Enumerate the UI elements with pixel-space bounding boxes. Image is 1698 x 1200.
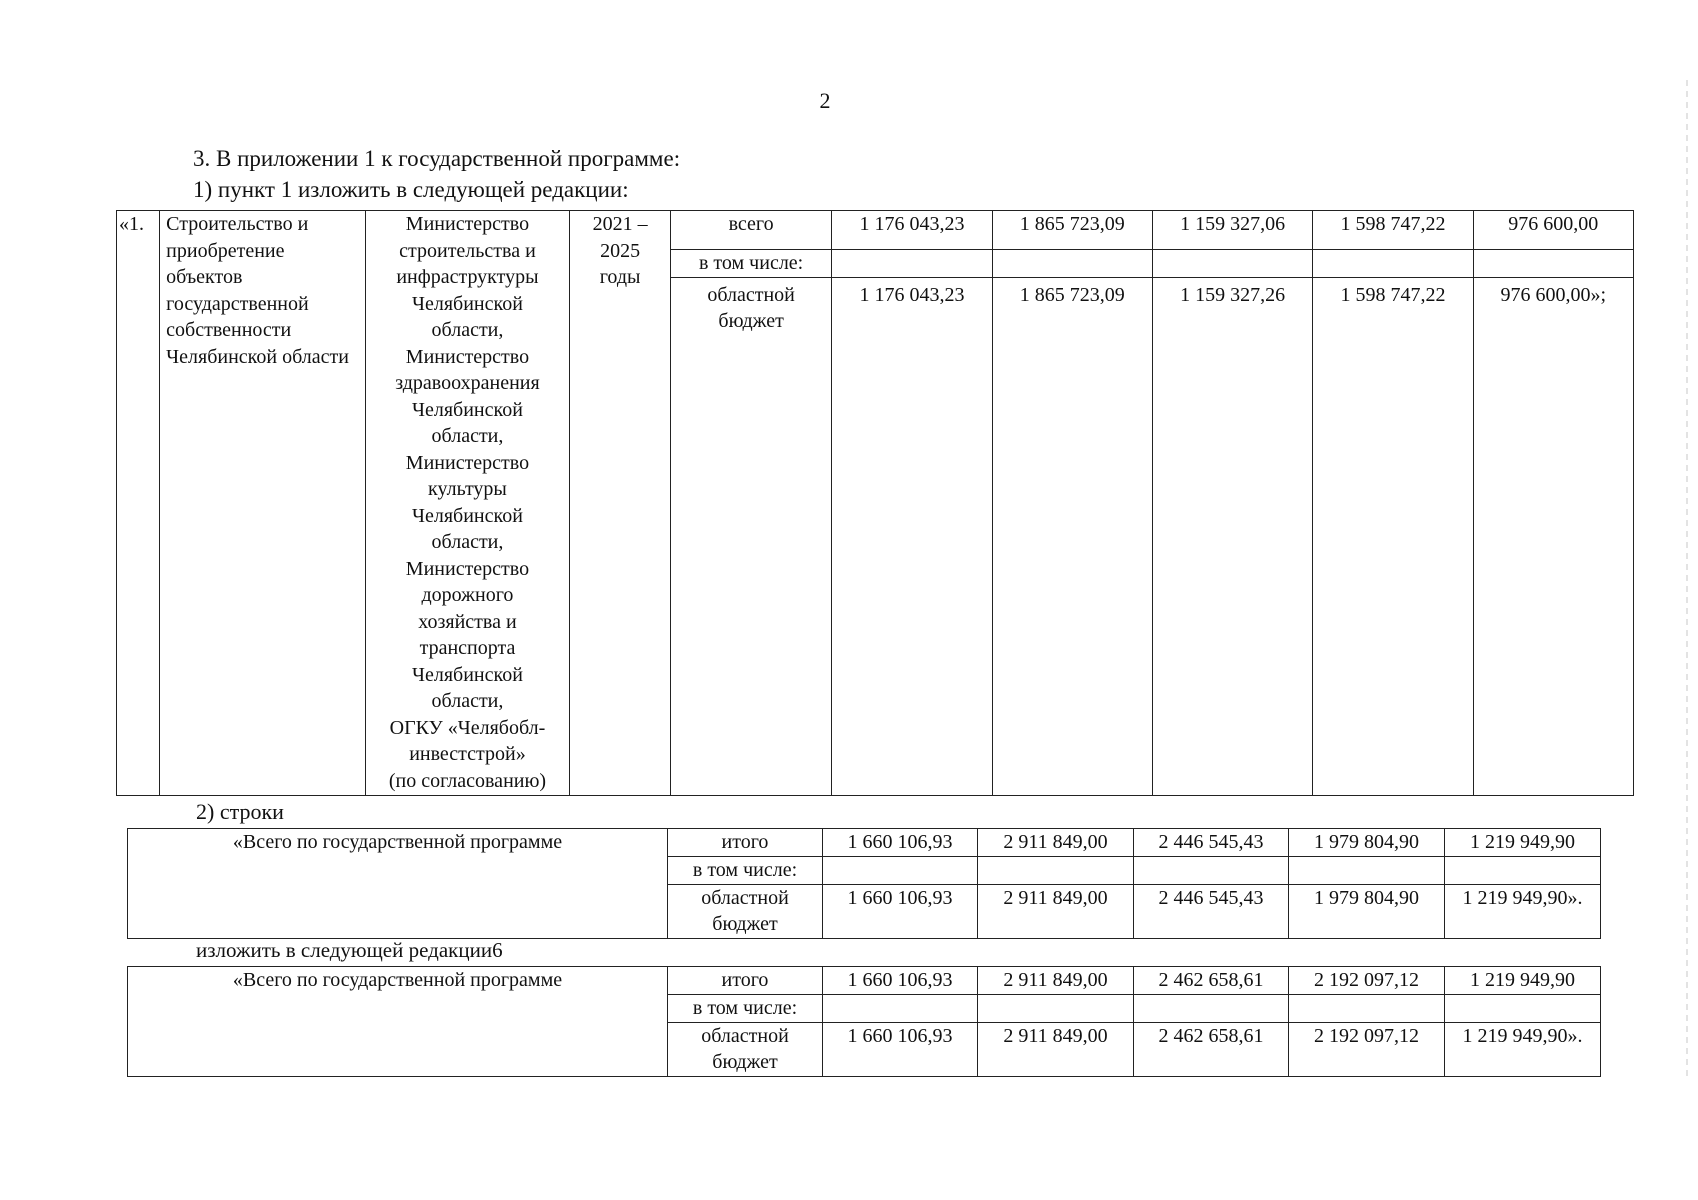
value-cell: 2 911 849,00 [978, 884, 1134, 938]
executor-line: транспорта [419, 637, 516, 659]
table-row [128, 967, 1601, 995]
executor-line: Министерство [405, 557, 530, 580]
value-cell: 1 660 106,93 [823, 829, 978, 857]
summary-label: «Всего по государственной программе [128, 967, 668, 1077]
executor-line: здравоохранения [395, 372, 540, 394]
value-cell [1445, 857, 1601, 885]
value-cell: 2 446 545,43 [1134, 884, 1289, 938]
period-line: 2021 – [592, 213, 648, 235]
caption-strings: 2) строки [196, 799, 284, 824]
executor-line: Министерство [405, 451, 530, 474]
value-cell: 1 598 747,22 [1313, 211, 1473, 250]
executor-line: хозяйства и [418, 610, 517, 633]
item-number: «1. [117, 211, 160, 796]
program-item-table [116, 210, 1634, 796]
new-summary-table [127, 966, 1601, 1077]
page-number: 2 [819, 88, 831, 113]
executor-line: области, [431, 531, 504, 553]
executor-line: области, [431, 690, 504, 712]
value-cell: 1 660 106,93 [823, 967, 978, 995]
row-label-regional-budget: областной бюджет [670, 277, 831, 795]
row-label-total: итого [668, 829, 823, 857]
value-cell: 2 911 849,00 [978, 829, 1134, 857]
row-label-including: в том числе: [668, 995, 823, 1023]
value-cell: 1 219 949,90». [1445, 884, 1601, 938]
table-row [128, 829, 1601, 857]
executor-line: Челябинской [412, 504, 523, 527]
period-line: годы [599, 266, 641, 288]
value-cell: 1 159 327,26 [1152, 277, 1312, 795]
value-cell [978, 857, 1134, 885]
executor-line: ОГКУ «Челябобл- [389, 716, 546, 739]
row-label-regional-budget: областной бюджет [668, 1022, 823, 1076]
value-cell [832, 250, 992, 278]
value-cell: 1 159 327,06 [1152, 211, 1312, 250]
value-cell [1152, 250, 1312, 278]
value-cell: 2 192 097,12 [1289, 967, 1445, 995]
value-cell [1134, 857, 1289, 885]
item-name: Строительство и приобретение объектов государственной собственности Челябинской области [160, 211, 366, 796]
value-cell: 1 660 106,93 [823, 1022, 978, 1076]
caption-new-edition: изложить в следующей редакции6 [196, 938, 503, 962]
value-cell: 1 219 949,90 [1445, 829, 1601, 857]
executor-line: культуры [428, 478, 507, 500]
executor-line: дорожного [421, 584, 514, 606]
executor-line: Челябинской [412, 663, 523, 686]
executor-line: Министерство [405, 213, 530, 235]
executor-line: области, [431, 425, 504, 447]
executor-line: Челябинской [412, 292, 523, 315]
value-cell: 1 176 043,23 [832, 277, 992, 795]
value-cell [978, 995, 1134, 1023]
value-cell: 2 462 658,61 [1134, 1022, 1289, 1076]
value-cell [1473, 250, 1633, 278]
value-cell [1289, 857, 1445, 885]
value-cell: 976 600,00 [1473, 211, 1633, 250]
executor-line: строительства и [399, 239, 536, 262]
value-cell [1445, 995, 1601, 1023]
executor-line: (по согласованию) [388, 769, 547, 792]
value-cell [1134, 995, 1289, 1023]
row-label-total: всего [670, 211, 831, 250]
summary-label: «Всего по государственной программе [128, 829, 668, 939]
value-cell: 1 979 804,90 [1289, 884, 1445, 938]
row-label-regional-budget: областной бюджет [668, 884, 823, 938]
old-summary-table [127, 828, 1601, 939]
value-cell: 2 911 849,00 [978, 967, 1134, 995]
row-label-including: в том числе: [668, 857, 823, 885]
executor-line: инвестстрой» [409, 743, 526, 765]
value-cell [1313, 250, 1473, 278]
executor-line: Министерство [405, 345, 530, 368]
subsection-heading: 1) пункт 1 изложить в следующей редакции: [193, 177, 629, 202]
executor-line: инфраструктуры [396, 266, 539, 288]
period-line: 2025 [600, 239, 641, 262]
value-cell: 1 176 043,23 [832, 211, 992, 250]
value-cell: 1 979 804,90 [1289, 829, 1445, 857]
value-cell: 2 192 097,12 [1289, 1022, 1445, 1076]
item-period [570, 211, 671, 796]
scan-edge-artifact [1686, 80, 1688, 1080]
executor-line: Челябинской [412, 398, 523, 421]
value-cell: 2 911 849,00 [978, 1022, 1134, 1076]
row-label-total: итого [668, 967, 823, 995]
table-row [117, 211, 1634, 250]
value-cell: 2 462 658,61 [1134, 967, 1289, 995]
value-cell: 1 660 106,93 [823, 884, 978, 938]
section-heading: 3. В приложении 1 к государственной программе: [193, 146, 681, 171]
value-cell [823, 995, 978, 1023]
value-cell: 1 598 747,22 [1313, 277, 1473, 795]
item-executors [365, 211, 570, 796]
value-cell: 2 446 545,43 [1134, 829, 1289, 857]
row-label-including: в том числе: [670, 250, 831, 278]
value-cell [992, 250, 1152, 278]
value-cell: 1 865 723,09 [992, 211, 1152, 250]
executor-line: области, [431, 319, 504, 341]
value-cell: 976 600,00»; [1473, 277, 1633, 795]
value-cell: 1 219 949,90». [1445, 1022, 1601, 1076]
value-cell: 1 219 949,90 [1445, 967, 1601, 995]
value-cell [823, 857, 978, 885]
value-cell: 1 865 723,09 [992, 277, 1152, 795]
value-cell [1289, 995, 1445, 1023]
